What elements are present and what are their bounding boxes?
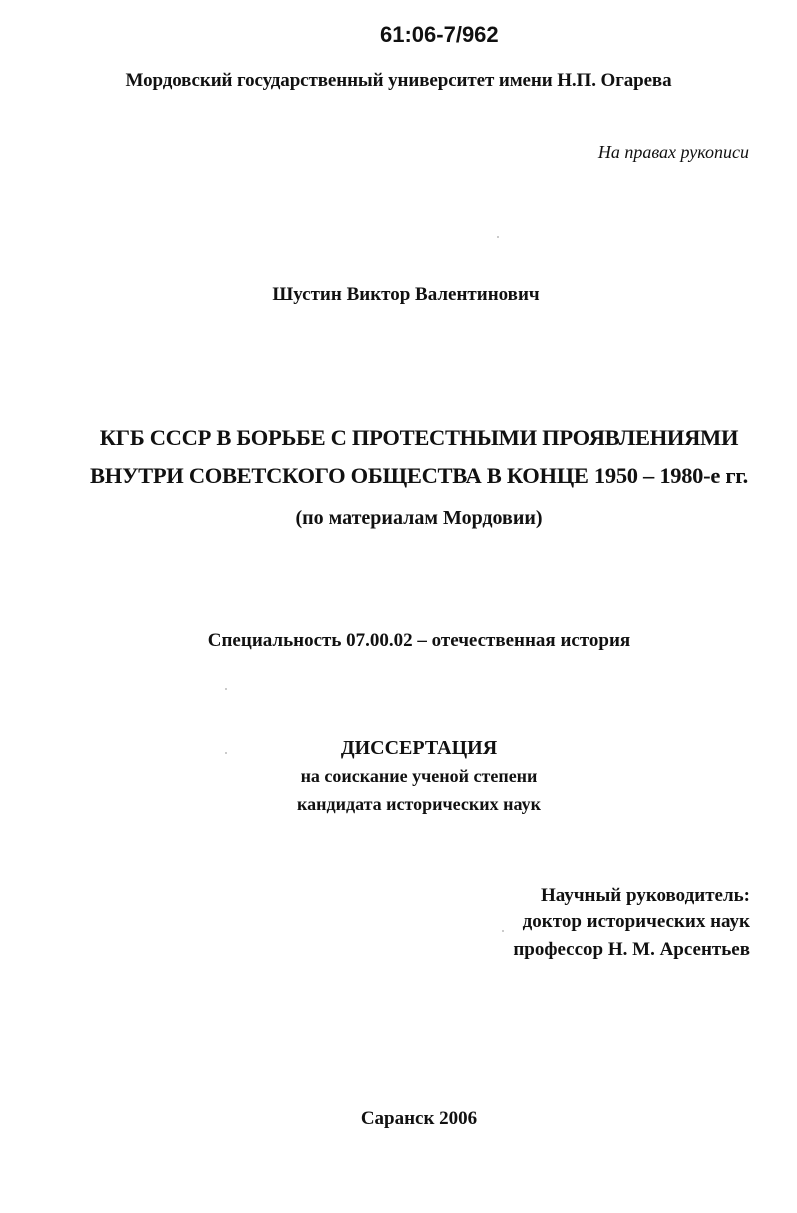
author-name: Шустин Виктор Валентинович xyxy=(272,284,540,305)
supervisor-name: профессор Н. М. Арсентьев xyxy=(513,939,750,960)
title-line-2: ВНУТРИ СОВЕТСКОГО ОБЩЕСТВА В КОНЦЕ 1950 – 1980-е гг. xyxy=(90,463,748,488)
university-name: Мордовский государственный университет имени Н.П. Огарева xyxy=(125,70,672,91)
supervisor-degree: доктор исторических наук xyxy=(522,911,750,932)
title-line-1: КГБ СССР В БОРЬБЕ С ПРОТЕСТНЫМИ ПРОЯВЛЕНИЯМИ xyxy=(99,425,739,450)
degree-type: ДИССЕРТАЦИЯ xyxy=(340,737,498,759)
degree-line-3: кандидата исторических наук xyxy=(297,794,541,814)
scan-speck xyxy=(225,688,227,690)
specialty: Специальность 07.00.02 – отечественная история xyxy=(207,630,631,651)
manuscript-rights-note: На правах рукописи xyxy=(597,142,749,162)
supervisor-label: Научный руководитель: xyxy=(541,885,750,906)
degree-line-2: на соискание ученой степени xyxy=(300,766,538,786)
scan-speck xyxy=(502,930,504,932)
place-year: Саранск 2006 xyxy=(360,1108,478,1129)
scan-speck xyxy=(497,236,499,238)
title-line-3: (по материалам Мордовии) xyxy=(295,507,543,529)
scan-speck xyxy=(225,752,227,754)
archive-stamp: 61:06-7/962 xyxy=(380,22,499,47)
